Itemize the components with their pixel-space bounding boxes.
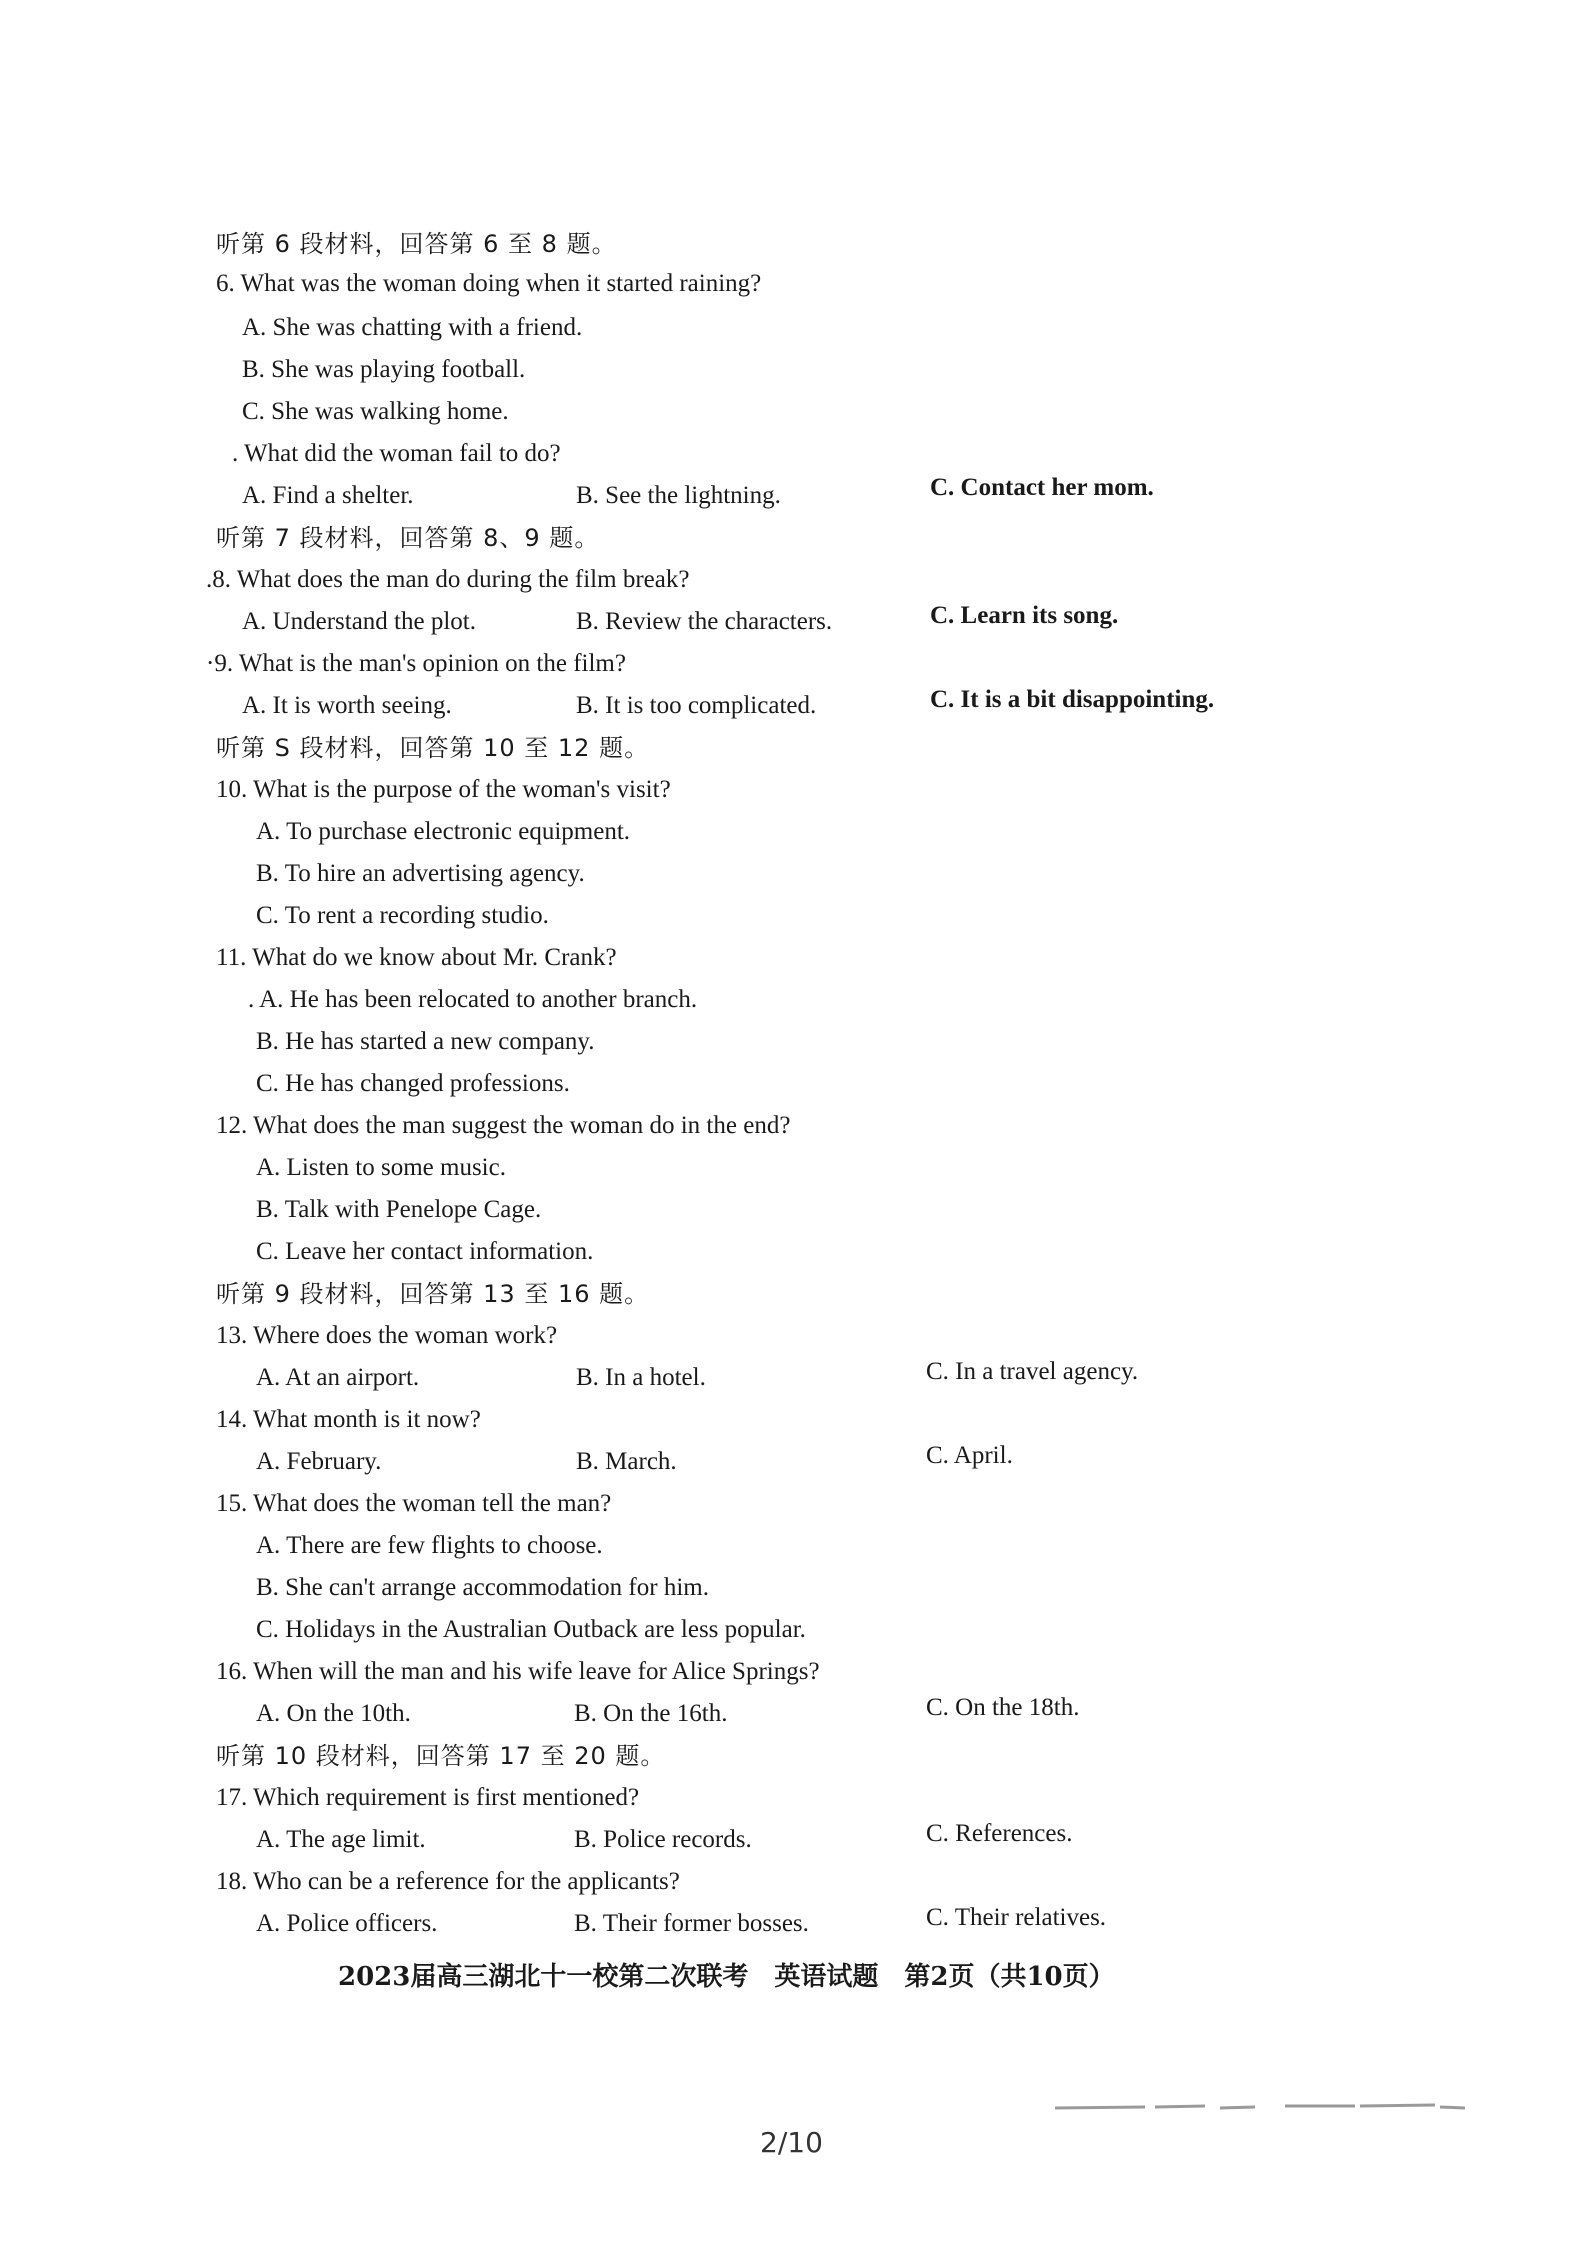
section-heading: 听第 9 段材料，回答第 13 至 16 题。 [216, 1280, 650, 1308]
question-stem: ·9. What is the man's opinion on the film? [206, 650, 626, 677]
question-stem: 18. Who can be a reference for the applicants? [216, 1868, 680, 1895]
answer-option: C. He has changed professions. [256, 1070, 570, 1097]
answer-option: B. March. [576, 1448, 677, 1475]
question-stem: 6. What was the woman doing when it started raining? [216, 270, 762, 297]
question-stem: 15. What does the woman tell the man? [216, 1490, 612, 1517]
section-heading: 听第 10 段材料，回答第 17 至 20 题。 [216, 1742, 666, 1770]
answer-option: C. Holidays in the Australian Outback are less popular. [256, 1616, 806, 1643]
answer-option: C. References. [926, 1820, 1073, 1847]
answer-option: C. To rent a recording studio. [256, 902, 549, 929]
answer-option: B. Review the characters. [576, 608, 833, 635]
answer-option: C. Their relatives. [926, 1904, 1107, 1931]
answer-option: B. He has started a new company. [256, 1028, 595, 1055]
answer-option: A. There are few flights to choose. [256, 1532, 603, 1559]
answer-option: C. Contact her mom. [930, 474, 1154, 501]
answer-option: B. To hire an advertising agency. [256, 860, 585, 887]
answer-option: B. She was playing football. [242, 356, 526, 383]
answer-option: B. Talk with Penelope Cage. [256, 1196, 542, 1223]
answer-option: B. On the 16th. [574, 1700, 728, 1727]
answer-option: B. Their former bosses. [574, 1910, 809, 1937]
answer-option: C. Leave her contact information. [256, 1238, 594, 1265]
answer-option: A. It is worth seeing. [242, 692, 452, 719]
section-heading: 听第 7 段材料，回答第 8、9 题。 [216, 524, 600, 552]
answer-option: B. See the lightning. [576, 482, 781, 509]
question-stem: 16. When will the man and his wife leave for Alice Springs? [216, 1658, 820, 1685]
section-heading: 听第 6 段材料，回答第 6 至 8 题。 [216, 230, 617, 258]
answer-option: A. Find a shelter. [242, 482, 414, 509]
answer-option: B. In a hotel. [576, 1364, 706, 1391]
answer-option: . A. He has been relocated to another branch. [248, 986, 698, 1013]
question-stem: 11. What do we know about Mr. Crank? [216, 944, 617, 971]
answer-option: B. She can't arrange accommodation for him. [256, 1574, 709, 1601]
answer-option: C. Learn its song. [930, 602, 1119, 629]
answer-option: A. February. [256, 1448, 382, 1475]
question-stem: 12. What does the man suggest the woman do in the end? [216, 1112, 791, 1139]
answer-option: A. To purchase electronic equipment. [256, 818, 631, 845]
answer-option: A. She was chatting with a friend. [242, 314, 583, 341]
page-footer: 2023届高三湖北十一校第二次联考 英语试题 第2页（共10页） [338, 1962, 1115, 1992]
answer-option: C. She was walking home. [242, 398, 509, 425]
answer-option: B. Police records. [574, 1826, 752, 1853]
answer-option: C. On the 18th. [926, 1694, 1080, 1721]
answer-option: A. On the 10th. [256, 1700, 411, 1727]
question-stem: 10. What is the purpose of the woman's visit? [216, 776, 671, 803]
answer-option: A. Understand the plot. [242, 608, 476, 635]
answer-option: B. It is too complicated. [576, 692, 817, 719]
section-heading: 听第 S 段材料，回答第 10 至 12 题。 [216, 734, 650, 762]
answer-option: A. At an airport. [256, 1364, 420, 1391]
question-stem: . What did the woman fail to do? [232, 440, 561, 467]
question-stem: 14. What month is it now? [216, 1406, 481, 1433]
answer-option: C. In a travel agency. [926, 1358, 1139, 1385]
answer-option: A. Police officers. [256, 1910, 438, 1937]
question-stem: .8. What does the man do during the film break? [206, 566, 690, 593]
page-number: 2/10 [760, 2126, 823, 2159]
answer-option: C. April. [926, 1442, 1013, 1469]
question-stem: 17. Which requirement is first mentioned? [216, 1784, 640, 1811]
answer-option: A. The age limit. [256, 1826, 426, 1853]
question-stem: 13. Where does the woman work? [216, 1322, 558, 1349]
scan-smudge [1055, 2100, 1465, 2114]
answer-option: C. It is a bit disappointing. [930, 686, 1215, 713]
answer-option: A. Listen to some music. [256, 1154, 506, 1181]
